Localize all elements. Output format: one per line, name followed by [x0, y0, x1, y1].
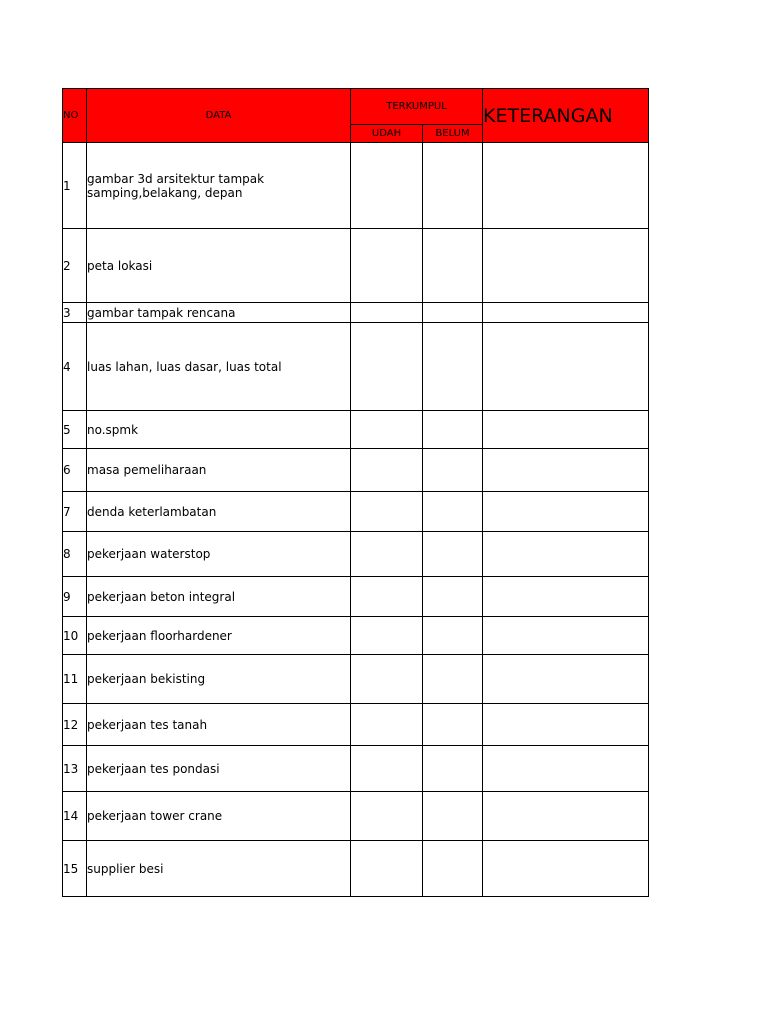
header-udah: UDAH [351, 125, 423, 143]
row-data: peta lokasi [87, 229, 351, 303]
row-data: pekerjaan bekisting [87, 655, 351, 704]
cell-keterangan[interactable] [483, 655, 649, 704]
row-data: masa pemeliharaan [87, 449, 351, 492]
cell-keterangan[interactable] [483, 792, 649, 841]
table-row [63, 617, 649, 655]
cell-belum[interactable] [423, 617, 483, 655]
cell-keterangan[interactable] [483, 746, 649, 792]
row-number: 7 [63, 492, 87, 532]
row-data: pekerjaan beton integral [87, 577, 351, 617]
cell-udah[interactable] [351, 492, 423, 532]
cell-belum[interactable] [423, 449, 483, 492]
cell-belum[interactable] [423, 143, 483, 229]
cell-belum[interactable] [423, 792, 483, 841]
row-number: 9 [63, 577, 87, 617]
row-data: pekerjaan floorhardener [87, 617, 351, 655]
table-row [63, 449, 649, 492]
cell-belum[interactable] [423, 229, 483, 303]
cell-keterangan[interactable] [483, 411, 649, 449]
cell-keterangan[interactable] [483, 532, 649, 577]
cell-udah[interactable] [351, 411, 423, 449]
row-number: 12 [63, 704, 87, 746]
cell-udah[interactable] [351, 532, 423, 577]
cell-belum[interactable] [423, 841, 483, 897]
table-row [63, 655, 649, 704]
row-number: 13 [63, 746, 87, 792]
cell-udah[interactable] [351, 577, 423, 617]
row-data: no.spmk [87, 411, 351, 449]
row-data: pekerjaan waterstop [87, 532, 351, 577]
row-number: 10 [63, 617, 87, 655]
cell-udah[interactable] [351, 449, 423, 492]
header-data: DATA [87, 89, 351, 143]
cell-keterangan[interactable] [483, 704, 649, 746]
cell-belum[interactable] [423, 655, 483, 704]
checklist-table [62, 88, 649, 897]
cell-udah[interactable] [351, 792, 423, 841]
row-number: 11 [63, 655, 87, 704]
cell-udah[interactable] [351, 143, 423, 229]
cell-keterangan[interactable] [483, 577, 649, 617]
table-row [63, 229, 649, 303]
row-number: 1 [63, 143, 87, 229]
cell-belum[interactable] [423, 532, 483, 577]
row-data: gambar tampak rencana [87, 303, 351, 323]
row-number: 3 [63, 303, 87, 323]
table-row [63, 704, 649, 746]
header-keterangan: KETERANGAN [483, 89, 649, 143]
table-row [63, 746, 649, 792]
cell-belum[interactable] [423, 323, 483, 411]
cell-keterangan[interactable] [483, 617, 649, 655]
cell-keterangan[interactable] [483, 449, 649, 492]
cell-udah[interactable] [351, 841, 423, 897]
row-number: 5 [63, 411, 87, 449]
table-row [63, 303, 649, 323]
table-row [63, 532, 649, 577]
row-number: 8 [63, 532, 87, 577]
header-belum: BELUM [423, 125, 483, 143]
cell-udah[interactable] [351, 655, 423, 704]
header-no: NO [63, 89, 87, 143]
cell-udah[interactable] [351, 229, 423, 303]
table-row [63, 792, 649, 841]
row-data: denda keterlambatan [87, 492, 351, 532]
cell-belum[interactable] [423, 577, 483, 617]
row-number: 2 [63, 229, 87, 303]
cell-belum[interactable] [423, 492, 483, 532]
row-data: gambar 3d arsitektur tampak samping,belakang, depan [87, 143, 351, 229]
cell-udah[interactable] [351, 303, 423, 323]
cell-keterangan[interactable] [483, 841, 649, 897]
cell-belum[interactable] [423, 704, 483, 746]
cell-keterangan[interactable] [483, 492, 649, 532]
table-row [63, 492, 649, 532]
cell-udah[interactable] [351, 746, 423, 792]
table-row [63, 577, 649, 617]
row-data: pekerjaan tes tanah [87, 704, 351, 746]
row-number: 14 [63, 792, 87, 841]
cell-udah[interactable] [351, 704, 423, 746]
header-terkumpul: TERKUMPUL [351, 89, 483, 125]
cell-belum[interactable] [423, 303, 483, 323]
table-row [63, 411, 649, 449]
table-row [63, 323, 649, 411]
row-number: 15 [63, 841, 87, 897]
row-data: luas lahan, luas dasar, luas total [87, 323, 351, 411]
cell-keterangan[interactable] [483, 323, 649, 411]
cell-keterangan[interactable] [483, 303, 649, 323]
cell-udah[interactable] [351, 617, 423, 655]
row-number: 6 [63, 449, 87, 492]
row-number: 4 [63, 323, 87, 411]
cell-belum[interactable] [423, 746, 483, 792]
cell-keterangan[interactable] [483, 143, 649, 229]
row-data: pekerjaan tes pondasi [87, 746, 351, 792]
table-row [63, 143, 649, 229]
row-data: supplier besi [87, 841, 351, 897]
cell-keterangan[interactable] [483, 229, 649, 303]
row-data: pekerjaan tower crane [87, 792, 351, 841]
table-row [63, 841, 649, 897]
cell-belum[interactable] [423, 411, 483, 449]
cell-udah[interactable] [351, 323, 423, 411]
